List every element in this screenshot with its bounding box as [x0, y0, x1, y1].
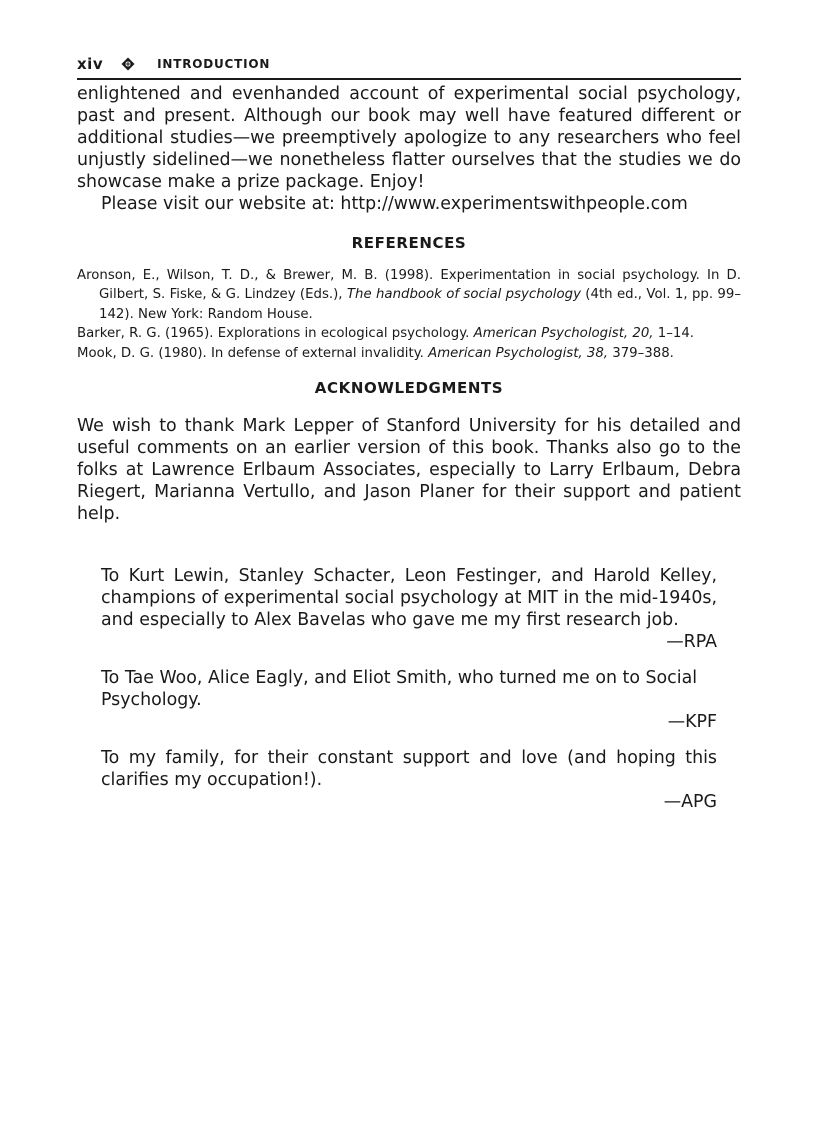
- dedication-signature: —RPA: [666, 632, 717, 653]
- dedications: [77, 565, 717, 813]
- references-heading: REFERENCES: [351, 234, 467, 252]
- book-page: [77, 50, 741, 827]
- website-line: Please visit our website at: http://www.experimentswithpeople.com: [101, 194, 688, 214]
- dedication-block: [101, 747, 717, 813]
- running-head: [77, 50, 741, 80]
- reference-title: The handbook of social psychology: [346, 287, 581, 303]
- section-title: INTRODUCTION: [157, 57, 271, 71]
- reference-title: American Psychologist, 38,: [428, 345, 609, 361]
- reference-text: 1–14.: [653, 326, 695, 342]
- dedication-text: To Kurt Lewin, Stanley Schacter, Leon Festinger, and Harold Kelley, champions of experimental social psychology at MIT in the mid-1940s, and especially to Alex Bavelas who gave me my first research job.: [101, 566, 717, 631]
- dedication-block: [101, 667, 717, 733]
- dedication-signature: —APG: [663, 792, 717, 813]
- reference-text: (4th ed., Vol. 1, pp. 99–142). New York: Random House.: [99, 287, 741, 322]
- reference-item: [77, 324, 741, 343]
- reference-item: [77, 266, 741, 324]
- intro-paragraph: enlightened and evenhanded account of experimental social psychology, past and present. Although our book may well have featured different or additional studies—we preemptively apologize to any researchers who feel unjustly sidelined—we nonetheless flatter ourselves that the studies we do showcase make a prize package. Enjoy!: [77, 84, 741, 192]
- reference-item: [77, 344, 741, 363]
- reference-text: Aronson, E., Wilson, T. D., & Brewer, M. B. (1998). Experimentation in social psychology. In D. Gilbert, S. Fiske, & G. Lindzey (Eds.),: [77, 268, 741, 303]
- page-number: xiv: [77, 55, 104, 73]
- reference-title: American Psychologist, 20,: [473, 326, 654, 342]
- dedication-text: To Tae Woo, Alice Eagly, and Eliot Smith, who turned me on to Social Psychology.: [101, 668, 698, 711]
- reference-text: Barker, R. G. (1965). Explorations in ecological psychology.: [77, 326, 474, 342]
- diamond-ornament-icon: [121, 57, 135, 71]
- acknowledgments-heading: ACKNOWLEDGMENTS: [314, 379, 504, 398]
- dedication-block: [101, 565, 717, 653]
- dedication-text: To my family, for their constant support and love (and hoping this clarifies my occupation!).: [101, 748, 717, 791]
- reference-text: 379–388.: [608, 345, 674, 361]
- reference-text: Mook, D. G. (1980). In defense of external invalidity.: [77, 345, 429, 361]
- reference-list: [77, 266, 741, 363]
- acknowledgments-paragraph: We wish to thank Mark Lepper of Stanford University for his detailed and useful comments on an earlier version of this book. Thanks also go to the folks at Lawrence Erlbaum Associates, especially to Larry Erlbaum, Debra Riegert, Marianna Vertullo, and Jason Planer for their support and patient help.: [77, 416, 741, 525]
- dedication-signature: —KPF: [667, 712, 717, 733]
